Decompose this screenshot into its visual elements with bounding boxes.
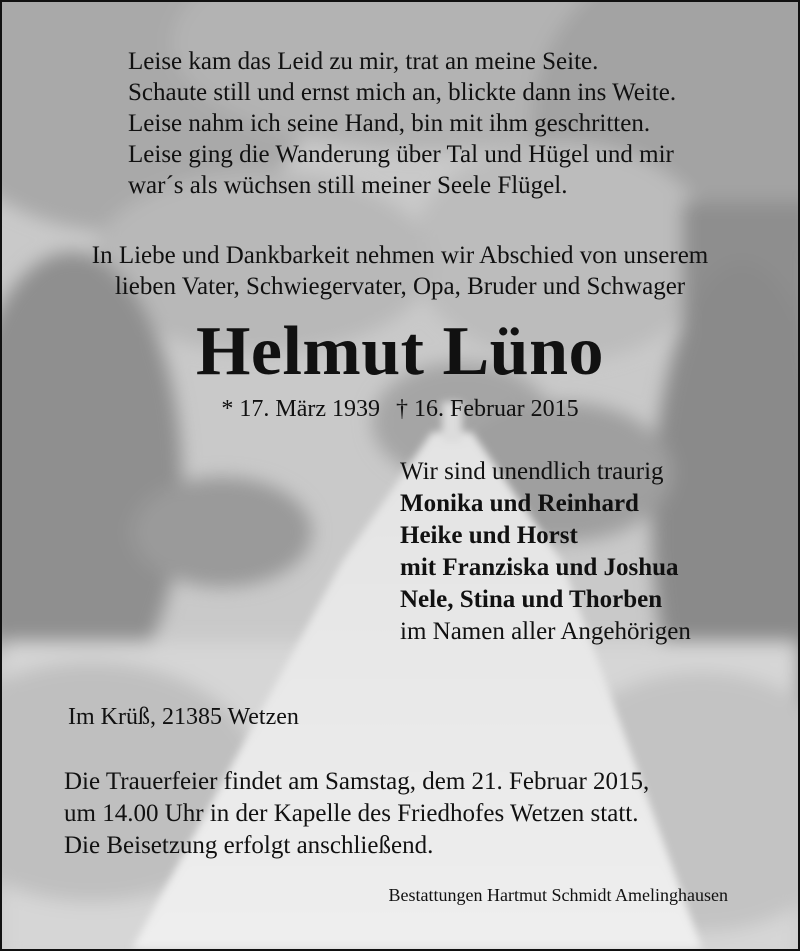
poem <box>128 46 676 201</box>
death-date: † 16. Februar 2015 <box>396 396 579 422</box>
intro-line: In Liebe und Dankbarkeit nehmen wir Abschied von unserem <box>91 242 709 269</box>
life-dates <box>2 394 798 424</box>
intro-line: lieben Vater, Schwiegervater, Opa, Bruder und Schwager <box>114 273 686 300</box>
poem-line: Leise kam das Leid zu mir, trat an meine Seite. <box>128 48 599 75</box>
family-intro: Wir sind unendlich traurig <box>400 458 664 485</box>
birth-date: * 17. März 1939 <box>221 396 380 422</box>
family-member: Heike und Horst <box>400 522 578 549</box>
service-line: Die Trauerfeier findet am Samstag, dem 21. Februar 2015, <box>64 768 650 795</box>
funeral-service-info <box>64 766 649 862</box>
poem-line: Leise ging die Wanderung über Tal und Hügel und mir <box>128 141 674 168</box>
farewell-intro <box>2 240 798 302</box>
obituary-content <box>2 2 798 949</box>
poem-line: war´s als wüchsen still meiner Seele Flügel. <box>128 172 568 199</box>
poem-line: Leise nahm ich seine Hand, bin mit ihm geschritten. <box>128 110 651 137</box>
family-member: mit Franziska und Joshua <box>400 554 679 581</box>
family-member: Monika und Reinhard <box>400 490 639 517</box>
family-member: Nele, Stina und Thorben <box>400 586 663 613</box>
family-outro: im Namen aller Angehörigen <box>400 618 691 645</box>
undertaker-name: Bestattungen Hartmut Schmidt Amelinghausen <box>388 885 728 905</box>
mourning-family <box>400 456 691 648</box>
poem-line: Schaute still und ernst mich an, blickte dann ins Weite. <box>128 79 677 106</box>
service-line: um 14.00 Uhr in der Kapelle des Friedhofes Wetzen statt. <box>64 800 639 827</box>
service-line: Die Beisetzung erfolgt anschließend. <box>64 832 434 859</box>
family-address: Im Krüß, 21385 Wetzen <box>68 704 299 730</box>
deceased-name: Helmut Lüno <box>195 313 605 390</box>
